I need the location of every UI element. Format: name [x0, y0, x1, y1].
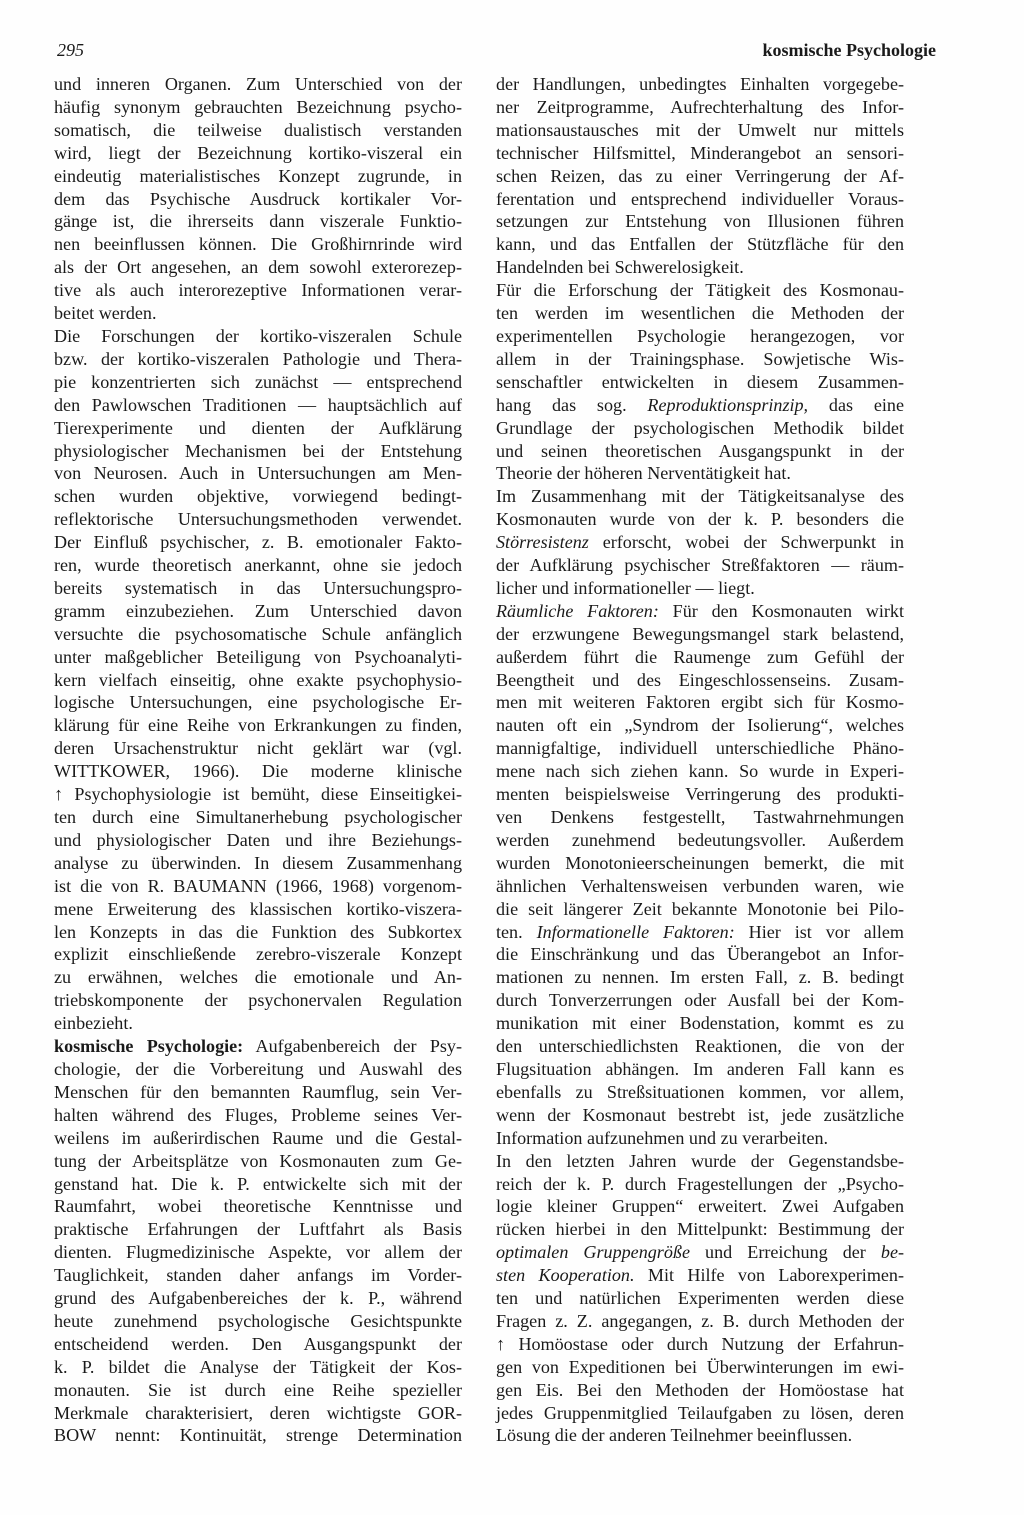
- text-line: ner Zeitprogramme, Aufrechterhaltung des Infor-: [496, 96, 904, 117]
- text-line: Lösung die der anderen Teilnehmer beeinflussen.: [496, 1425, 853, 1446]
- text-line: halten während des Fluges, Probleme seines Ver-: [54, 1104, 462, 1125]
- text-segment: Mit Hilfe von Laborexperimen-: [634, 1265, 904, 1286]
- text-line: mationen zu nennen. Im ersten Fall, z. B. bedingt: [496, 967, 904, 988]
- text-line: einbezieht.: [54, 1013, 133, 1034]
- text-line: der erzwungene Bewegungsmangel stark belastend,: [496, 623, 904, 644]
- text-line: [496, 1264, 904, 1287]
- text-line: monauten. Sie ist durch eine Reihe spezieller: [54, 1379, 462, 1400]
- entry-first-line: [54, 1035, 462, 1058]
- text-line: dienten. Flugmedizinische Aspekte, vor allem der: [54, 1242, 462, 1263]
- term-beste-kooperation-part: be-: [880, 1242, 904, 1263]
- text-line: Information aufzunehmen und zu verarbeiten.: [496, 1127, 829, 1148]
- text-line: gänge ist, die ihrerseits dann viszerale Funktio-: [54, 211, 462, 232]
- text-line: menten beispielsweise Verringerung des produkti-: [496, 784, 904, 805]
- text-line: Der Einfluß psychischer, z. B. emotionaler Fakto-: [54, 532, 462, 553]
- text-line: In den letzten Jahren wurde der Gegenstandsbe-: [496, 1150, 904, 1171]
- text-segment: das eine: [808, 394, 904, 415]
- text-line: BOW nennt: Kontinuität, strenge Determination: [54, 1425, 462, 1446]
- text-line: Die Forschungen der kortiko-viszeralen Schule: [54, 325, 462, 346]
- text-line: mationsaustausches mit der Umwelt nur mittels: [496, 119, 904, 140]
- term-informationelle-faktoren: Informationelle Faktoren:: [536, 921, 735, 942]
- text-line: der Handlungen, unbedingtes Einhalten vorgegebe-: [496, 74, 904, 94]
- text-line: jedes Gruppenmitglied Teilaufgaben zu lösen, deren: [496, 1402, 904, 1423]
- running-head: kosmische Psychologie: [762, 40, 936, 60]
- text-line: [496, 600, 904, 623]
- text-line: logie kleiner Gruppen“ erweitert. Zwei Aufgaben: [496, 1196, 904, 1217]
- text-segment: erforscht, wobei der Schwerpunkt in: [588, 532, 904, 553]
- text-line: Merkmale charakterisiert, deren wichtigste GOR-: [54, 1402, 462, 1423]
- text-line: gramm einzubeziehen. Zum Unterschied davon: [54, 600, 462, 621]
- text-line: men mit weiteren Faktoren ergibt sich für Kosmo-: [496, 692, 904, 713]
- text-line: Menschen für den bemannten Raumflug, sein Ver-: [54, 1081, 462, 1102]
- text-line: den unterschiedlichsten Reaktionen, die von der: [496, 1036, 904, 1057]
- cross-reference-line: ↑ Psychophysiologie ist bemüht, diese Einseitigkei-: [54, 784, 462, 805]
- text-line: deren Ursachenstruktur nicht geklärt war (vgl.: [54, 738, 462, 759]
- text-line: Handelnden bei Schwerelosigkeit.: [496, 257, 744, 278]
- text-line: Im Zusammenhang mit der Tätigkeitsanalyse des: [496, 486, 904, 507]
- text-line: durch Tonverzerrungen oder Ausfall bei der Kom-: [496, 990, 904, 1011]
- text-segment: hang das sog.: [496, 394, 648, 415]
- text-line: bereits systematisch in das Untersuchungspro-: [54, 577, 462, 598]
- text-line: der Aufklärung psychischer Streßfaktoren — räum-: [496, 555, 904, 576]
- text-line: Tauglichkeit, standen daher anfangs im Vorder-: [54, 1265, 462, 1286]
- text-line: wurden Monotonieerscheinungen bemerkt, die mit: [496, 852, 904, 873]
- text-line: wenn der Kosmonaut bestrebt ist, jede zusätzliche: [496, 1104, 904, 1125]
- text-line: licher und informationeller — liegt.: [496, 577, 755, 598]
- text-line: logische Untersuchungen, eine psychologische Er-: [54, 692, 462, 713]
- term-raeumliche-faktoren: Räumliche Faktoren:: [496, 600, 659, 621]
- text-line: experimentellen Psychologie herangezogen, vor: [496, 325, 904, 346]
- text-line: grund des Aufgabenbereiches der k. P., während: [54, 1288, 462, 1309]
- text-line: von Neurosen. Auch in Untersuchungen am Men-: [54, 463, 462, 484]
- text-line: schen wurden objektive, vorwiegend bedingt-: [54, 486, 462, 507]
- term-stoerresistenz: Störresistenz: [496, 532, 589, 553]
- term-beste-kooperation: sten Kooperation.: [496, 1265, 635, 1286]
- text-line: triebskomponente der psychonervalen Regulation: [54, 990, 462, 1011]
- text-line: die seit längerer Zeit bekannte Monotonie bei Pilo-: [496, 898, 904, 919]
- text-line: mannigfaltige, individuell unterschiedliche Phäno-: [496, 738, 904, 759]
- text-line: ähnlichen Verhaltensweisen verbunden waren, wie: [496, 875, 904, 896]
- text-line: nauten oft ein „Syndrom der Isolierung“, welches: [496, 715, 904, 736]
- text-line: gen von Expeditionen bei Überwinterungen im ewi-: [496, 1356, 904, 1377]
- text-line: explizit einschließende zerebro-viszerale Konzept: [54, 944, 462, 965]
- term-optimale-gruppengroesse: optimalen Gruppengröße: [496, 1242, 690, 1263]
- text-line: ten durch eine Simultanerhebung psychologischer: [54, 807, 462, 827]
- text-line: bzw. der kortiko-viszeralen Pathologie und Thera-: [54, 348, 462, 369]
- text-line: Kosmonauten wurde von der k. P. besonders die: [496, 509, 904, 530]
- text-segment: Für den Kosmonauten wirkt: [658, 600, 904, 621]
- left-column: [54, 73, 462, 1447]
- text-line: [496, 394, 904, 417]
- text-line: setzungen zur Entstehung von Illusionen führen: [496, 211, 904, 232]
- text-line: analyse zu überwinden. In diesem Zusammenhang: [54, 852, 462, 873]
- text-line: Für die Erforschung der Tätigkeit des Kosmonau-: [496, 280, 904, 301]
- text-line: praktische Erfahrungen der Luftfahrt als Basis: [54, 1219, 462, 1240]
- text-line: mene nach sich ziehen kann. So wurde in Experi-: [496, 761, 904, 782]
- text-line: dem das Psychische Ausdruck kortikaler Vor-: [54, 188, 462, 209]
- entry-first-line-text: Aufgabenbereich der Psy-: [243, 1036, 462, 1057]
- text-line: Theorie der höheren Nerventätigkeit hat.: [496, 463, 791, 484]
- entry-headword: kosmische Psychologie:: [54, 1036, 244, 1057]
- text-line: munikation mit einer Bodenstation, kommt es zu: [496, 1013, 904, 1034]
- text-line: senschaftler entwickelten in diesem Zusammen-: [496, 371, 904, 392]
- text-line: häufig synonym gebrauchten Bezeichnung psycho-: [54, 96, 462, 117]
- text-line: und physiologischer Daten und ihre Beziehungs-: [54, 829, 462, 850]
- text-line: k. P. bildet die Analyse der Tätigkeit der Kos-: [54, 1356, 462, 1377]
- text-line: ren, wurde theoretisch anerkannt, ohne sie jedoch: [54, 555, 462, 576]
- page-number: 295: [57, 40, 84, 60]
- text-line: reich der k. P. durch Fragestellungen der „Psycho-: [496, 1173, 904, 1194]
- cross-reference-line: ↑ Homöostase oder durch Nutzung der Erfahrun-: [496, 1333, 904, 1354]
- text-line: und seinen theoretischen Ausgangspunkt in der: [496, 440, 904, 461]
- text-line: pie konzentrierten sich zunächst — entsprechend: [54, 371, 462, 392]
- text-line: [496, 531, 904, 554]
- text-line: entscheidend werden. Den Ausgangspunkt der: [54, 1333, 462, 1354]
- text-line: wird, liegt der Bezeichnung kortiko-viszeral ein: [54, 142, 462, 163]
- text-line: unter maßgeblicher Beteiligung von Psychoanalyti-: [54, 646, 462, 667]
- text-line: tung der Arbeitsplätze von Kosmonauten zum Ge-: [54, 1150, 462, 1171]
- text-line: chologie, der die Vorbereitung und Auswahl des: [54, 1058, 462, 1079]
- text-line: tive als auch interorezeptive Informationen verar-: [54, 280, 462, 301]
- text-line: schen Reizen, das zu einer Verringerung der Af-: [496, 165, 904, 186]
- text-line: rücken hierbei in den Mittelpunkt: Bestimmung der: [496, 1219, 904, 1240]
- text-segment: ten.: [496, 921, 537, 942]
- text-segment: Hier ist vor allem: [734, 921, 904, 942]
- text-line: kann, und das Entfallen der Stützfläche für den: [496, 234, 904, 255]
- text-line: den Pawlowschen Traditionen — hauptsächlich auf: [54, 394, 462, 415]
- text-line: ten werden im wesentlichen die Methoden der: [496, 303, 904, 324]
- text-line: len Konzepts in das die Funktion des Subkortex: [54, 921, 462, 942]
- text-line: nen beeinflussen können. Die Großhirnrinde wird: [54, 234, 462, 255]
- text-line: technischer Hilfsmittel, Minderangebot an sensori-: [496, 142, 904, 163]
- text-line: ven Denkens festgestellt, Tastwahrnehmungen: [496, 807, 904, 827]
- text-line: weilens im außerirdischen Raume und die Gestal-: [54, 1127, 462, 1148]
- text-line: kern vielfach einseitig, ohne exakte psychophysio-: [54, 669, 462, 690]
- right-column: [496, 73, 904, 1447]
- text-line: genstand hat. Die k. P. entwickelte sich mit der: [54, 1173, 462, 1194]
- text-line: ten und natürlichen Experimenten werden diese: [496, 1288, 904, 1309]
- text-line: zu erwähnen, welches die emotionale und An-: [54, 967, 462, 988]
- text-line: somatisch, die teilweise dualistisch verstanden: [54, 119, 462, 140]
- text-line: heute zunehmend psychologische Gesichtspunkte: [54, 1310, 462, 1331]
- text-line: mene Erweiterung des klassischen kortiko-viszera-: [54, 898, 462, 919]
- text-line: als der Ort angesehen, an dem sowohl exterorezep-: [54, 257, 462, 278]
- text-line: und inneren Organen. Zum Unterschied von der: [54, 74, 462, 94]
- text-line: physiologischer Mechanismen bei der Entstehung: [54, 440, 462, 461]
- text-line: ferentation und entsprechend individueller Voraus-: [496, 188, 904, 209]
- text-line: Beengtheit und des Eingeschlossenseins. Zusam-: [496, 669, 904, 690]
- text-line: Grundlage der psychologischen Methodik bildet: [496, 417, 904, 438]
- text-line: [496, 921, 904, 944]
- text-line: werden zunehmend bedeutungsvoller. Außerdem: [496, 829, 904, 850]
- text-line: Flugsituation abhängen. Im anderen Fall kann es: [496, 1058, 904, 1079]
- text-line: eindeutig materialistisches Konzept zugrunde, in: [54, 165, 462, 186]
- text-line: die Einschränkung und das Überangebot an Infor-: [496, 944, 904, 965]
- text-line: WITTKOWER, 1966). Die moderne klinische: [54, 761, 462, 782]
- text-line: ist die von R. BAUMANN (1966, 1968) vorgenom-: [54, 875, 462, 896]
- text-line: gen Eis. Bei den Methoden der Homöostase hat: [496, 1379, 904, 1400]
- text-line: [496, 1241, 904, 1264]
- text-line: ebenfalls zu Streßsituationen kommen, vor allem,: [496, 1081, 904, 1102]
- text-line: Fragen z. Z. angegangen, z. B. durch Methoden der: [496, 1310, 904, 1331]
- text-segment: und Erreichung der: [689, 1242, 881, 1263]
- term-reproduktionsprinzip: Reproduktionsprinzip,: [647, 394, 809, 415]
- text-line: allem in der Trainingsphase. Sowjetische Wis-: [496, 348, 904, 369]
- text-line: versuchte die psychosomatische Schule anfänglich: [54, 623, 462, 644]
- text-line: reflektorische Untersuchungsmethoden verwendet.: [54, 509, 462, 530]
- text-line: beitet werden.: [54, 303, 157, 324]
- text-line: Tierexperimente und dienten der Aufklärung: [54, 417, 462, 438]
- text-line: klärung für eine Reihe von Erkrankungen zu finden,: [54, 715, 462, 736]
- text-line: außerdem führt die Raumenge zum Gefühl der: [496, 646, 904, 667]
- text-line: Raumfahrt, wobei theoretische Kenntnisse und: [54, 1196, 462, 1217]
